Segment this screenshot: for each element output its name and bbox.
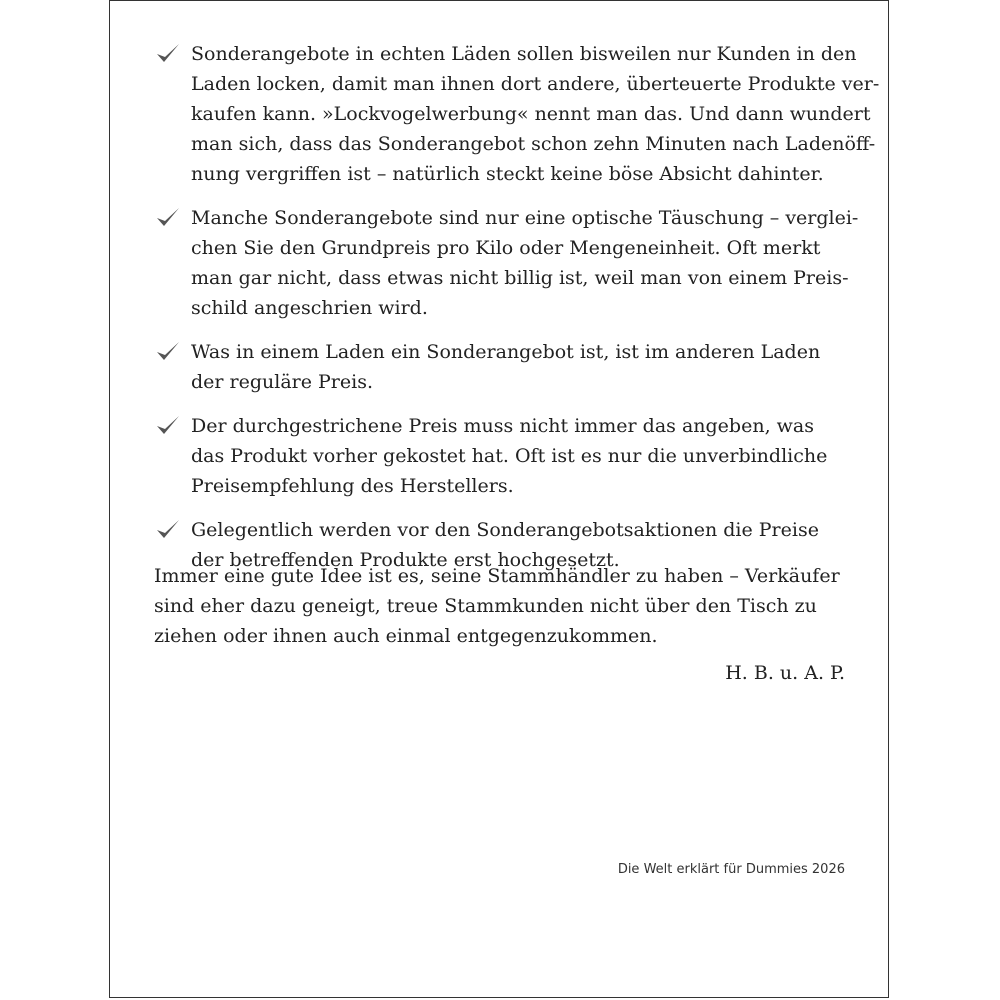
checkmark-icon [154,516,182,544]
page-footer: Die Welt erklärt für Dummies 2026 [617,862,845,877]
bullet-line: nung vergriffen ist – natürlich steckt keine böse Absicht dahinter. [191,163,824,185]
document-page [109,0,889,998]
bullet-line: der betreffenden Produkte erst hochgesetzt. [191,549,620,571]
checkmark-icon [154,40,182,68]
closing-paragraph [154,561,854,651]
bullet-line: Preisempfehlung des Herstellers. [191,475,514,497]
bullet-item-1 [154,39,880,189]
closing-line: sind eher dazu geneigt, treue Stammkunden nicht über den Tisch zu [154,595,817,617]
bullet-list [154,39,880,589]
bullet-line: chen Sie den Grundpreis pro Kilo oder Mengeneinheit. Oft merkt [191,237,821,259]
bullet-line: man gar nicht, dass etwas nicht billig ist, weil man von einem Preis- [191,267,849,289]
author-signature: H. B. u. A. P. [725,662,845,684]
bullet-item-2 [154,203,859,323]
bullet-line: Laden locken, damit man ihnen dort andere, überteuerte Produkte ver- [191,73,880,95]
bullet-line: man sich, dass das Sonderangebot schon zehn Minuten nach Ladenöff- [191,133,876,155]
closing-line: Immer eine gute Idee ist es, seine Stammhändler zu haben – Verkäufer [154,565,840,587]
checkmark-icon [154,338,182,366]
bullet-line: schild angeschrien wird. [191,297,428,319]
bullet-line: Gelegentlich werden vor den Sonderangebotsaktionen die Preise [191,519,819,541]
bullet-line: Sonderangebote in echten Läden sollen bisweilen nur Kunden in den [191,43,857,65]
bullet-item-3 [154,337,854,397]
closing-line: ziehen oder ihnen auch einmal entgegenzukommen. [154,625,658,647]
bullet-item-4 [154,411,854,501]
bullet-line: der reguläre Preis. [191,371,374,393]
checkmark-icon [154,412,182,440]
bullet-line: kaufen kann. »Lockvogelwerbung« nennt man das. Und dann wundert [191,103,871,125]
bullet-line: Manche Sonderangebote sind nur eine optische Täuschung – verglei- [191,207,859,229]
checkmark-icon [154,204,182,232]
bullet-line: Der durchgestrichene Preis muss nicht immer das angeben, was [191,415,814,437]
bullet-line: das Produkt vorher gekostet hat. Oft ist es nur die unverbindliche [191,445,828,467]
bullet-line: Was in einem Laden ein Sonderangebot ist, ist im anderen Laden [191,341,821,363]
